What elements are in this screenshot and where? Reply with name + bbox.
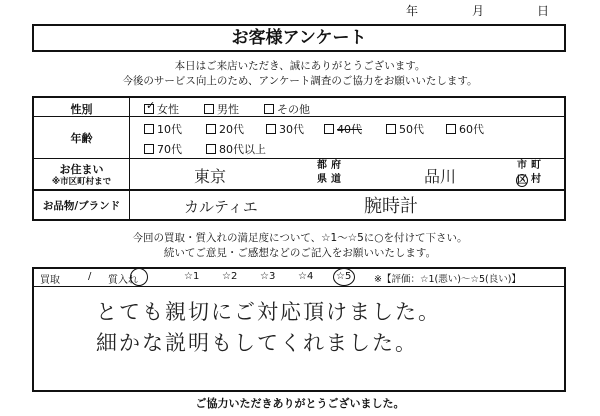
form-title: お客様アンケート: [32, 24, 566, 52]
rating-star-3[interactable]: ☆3: [260, 271, 276, 282]
prefecture-kanji-fu: 府: [331, 160, 341, 171]
type-pawn-option[interactable]: 質入れ: [108, 271, 138, 286]
checkbox-icon: [386, 124, 396, 134]
checkbox-icon: [264, 104, 274, 114]
prefecture-kanji-ken: 県: [317, 174, 327, 185]
checkbox-icon: [144, 144, 154, 154]
prefecture-value[interactable]: 東京: [194, 167, 227, 186]
age-label: 年齢: [70, 132, 93, 145]
checkbox-icon: [324, 124, 334, 134]
age-option-30s[interactable]: 30代: [266, 121, 304, 137]
address-label: お住まい: [59, 163, 104, 176]
checkbox-icon: [206, 124, 216, 134]
customer-info-table: [32, 96, 566, 221]
rating-legend: ※【評価：☆1(悪い)～☆5(良い)】: [374, 274, 521, 285]
survey-line-1: 今回の買取・質入れの満足度について、☆1～☆5に○を付けて下さい。: [132, 232, 468, 244]
date-year-label: 年: [406, 4, 419, 18]
brand-value[interactable]: カルティエ: [184, 198, 258, 216]
gender-option-female[interactable]: ✓ 女性: [146, 99, 179, 116]
type-separator: /: [88, 271, 92, 282]
prefecture-kanji-do: 道: [331, 174, 341, 185]
address-sublabel: ※市区町村まで: [51, 177, 112, 187]
survey-line-2: 続いてご意見・ご感想などのご記入をお願いいたします。: [163, 247, 437, 259]
age-option-10s[interactable]: 10代: [144, 121, 182, 137]
age-option-20s[interactable]: 20代: [206, 121, 244, 137]
footer-thanks: ご協力いただきありがとうございました。: [195, 397, 405, 410]
age-option-40s[interactable]: 40代: [324, 121, 362, 137]
rating-star-4[interactable]: ☆4: [298, 271, 314, 282]
checkbox-icon: [204, 104, 214, 114]
age-option-80s-plus[interactable]: 80代以上: [206, 141, 266, 157]
comment-line-2[interactable]: 細かな説明もしてくれました。: [96, 331, 418, 355]
checkbox-icon: [144, 124, 154, 134]
item-value[interactable]: 腕時計: [364, 196, 418, 217]
checkbox-icon: [266, 124, 276, 134]
city-kanji-machi: 町: [531, 160, 541, 171]
age-option-60s[interactable]: 60代: [446, 121, 484, 137]
city-kanji-shi: 市: [517, 160, 527, 171]
age-option-50s[interactable]: 50代: [386, 121, 424, 137]
rating-comment-box: [32, 267, 566, 392]
city-kanji-ku: 区: [517, 175, 527, 186]
checkbox-icon: ✓: [146, 99, 156, 112]
city-value[interactable]: 品川: [424, 167, 457, 186]
gender-label: 性別: [70, 103, 93, 116]
intro-line-2: 今後のサービス向上のため、アンケート調査のご協力をお願いいたします。: [122, 75, 478, 87]
gender-option-male[interactable]: 男性: [204, 101, 239, 117]
intro-line-1: 本日はご来店いただき、誠にありがとうございます。: [174, 60, 426, 72]
city-kanji-mura: 村: [531, 174, 541, 185]
age-option-70s[interactable]: 70代: [144, 141, 182, 157]
checkbox-icon: [446, 124, 456, 134]
prefecture-kanji-to: 都: [317, 160, 327, 171]
comment-line-1[interactable]: とても親切にご対応頂けました。: [96, 300, 441, 324]
type-buy-option[interactable]: 買取: [40, 275, 60, 286]
rating-star-1[interactable]: ☆1: [184, 271, 200, 282]
date-month-label: 月: [472, 4, 485, 18]
date-day-label: 日: [537, 4, 550, 18]
rating-star-5[interactable]: ☆5: [336, 271, 351, 282]
rating-star-2[interactable]: ☆2: [222, 271, 238, 282]
checkbox-icon: [206, 144, 216, 154]
gender-option-other[interactable]: その他: [264, 101, 310, 117]
item-label: お品物/ブランド: [42, 200, 121, 212]
